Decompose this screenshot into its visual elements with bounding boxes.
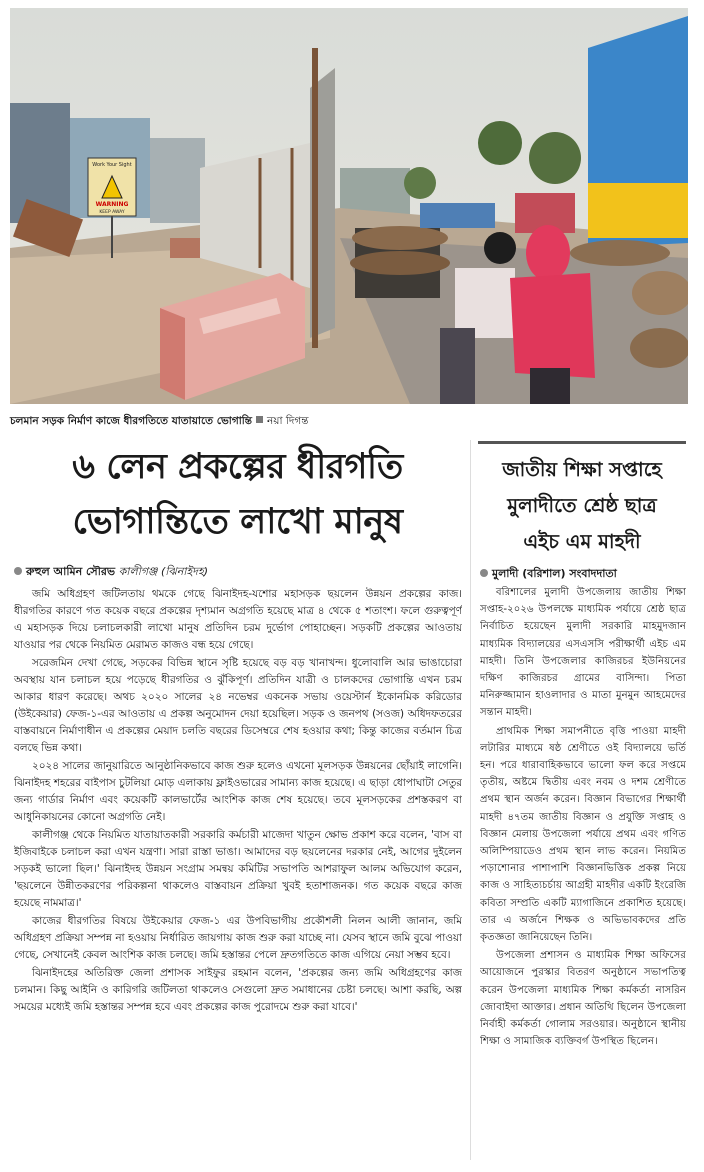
main-headline-line2: ভোগান্তিতে লাখো মানুষ (72, 502, 403, 542)
bullet-icon (14, 567, 22, 575)
side-article-body (480, 584, 686, 1162)
side-headline-line2: মুলাদীতে শ্রেষ্ঠ ছাত্র (507, 494, 657, 517)
side-headline (478, 452, 686, 560)
dateline: কালীগঞ্জ (ঝিনাইদহ) (118, 565, 209, 578)
side-paragraph: বরিশালের মুলাদী উপজেলায় জাতীয় শিক্ষা সপ্তাহ-২০২৬ উপলক্ষে মাধ্যমিক পর্যায়ে শ্রেষ্ঠ ছাত্র নির্বাচিত হয়েছেন মুলাদী সরকারি মাহমুদজান মাধ্যমিক বিদ্যালয়ের এসএসসি পরীক্ষার্থী এইচ এম মাহদী। তিনি উপজেলার কাজিরচর ইউনিয়নের দক্ষিণ কাজিরচর গ্রামের বাসিন্দা। পিতা মনিরুজ্জামান হাওলাদার ও মাতা মুনমুন আহমেদের সন্তান মাহদী। (480, 587, 686, 719)
main-headline-line1: ৬ লেন প্রকল্পের ধীরগতি (72, 447, 403, 487)
side-correspondent: মুলাদী (বরিশাল) সংবাদদাতা (492, 567, 617, 580)
road-construction-photo (10, 8, 688, 404)
main-paragraph: ঝিনাইদহের অতিরিক্ত জেলা প্রশাসক সাইফুর রহমান বলেন, 'প্রকল্পের জন্য জমি অধিগ্রহণের কাজ চলমান। কিছু আইনি ও কারিগরি জটিলতা থাকলেও সেগুলো দ্রুত সমাধানের চেষ্টা চলছে। আশা করছি, অল্প সময়ের মধ্যেই জমি হস্তান্তর সম্পন্ন হবে এবং প্রকল্পের কাজ পুরোদমে শুরু করা যাবে।' (14, 967, 462, 1013)
side-story-rule (478, 441, 686, 444)
side-headline-line3: এইচ এম মাহদী (523, 530, 641, 553)
bullet-icon (480, 569, 488, 577)
caption-source: নয়া দিগন্ত (267, 415, 309, 427)
sign-text-bottom: KEEP AWAY (99, 210, 125, 215)
side-paragraph: উপজেলা প্রশাসন ও মাধ্যমিক শিক্ষা অফিসের আয়োজনে পুরস্কার বিতরণ অনুষ্ঠানে সভাপতিত্ব করেন উপজেলা মাধ্যমিক শিক্ষা কর্মকর্তা নাসরিন জোবাইদা আক্তার। প্রধান অতিথি ছিলেন উপজেলা নির্বাহী কর্মকর্তা গোলাম সরওয়ার। অনুষ্ঠানে স্থানীয় শিক্ষা ও সামাজিক ব্যক্তিবর্গ উপস্থিত ছিলেন। (480, 950, 686, 1048)
author-name: রুহুল আমিন সৌরভ (26, 565, 116, 578)
caption-text: চলমান সড়ক নির্মাণ কাজে ধীরগতিতে যাতায়াতে ভোগান্তি (10, 415, 253, 427)
main-paragraph: সরেজমিন দেখা গেছে, সড়কের বিভিন্ন স্থানে সৃষ্টি হয়েছে বড় বড় খানাখন্দ। ধুলোবালি আর ভাঙাচোরা অবস্থায় যান চলাচল হয়ে পড়েছে ধীরগতির ও ঝুঁকিপূর্ণ। প্রতিদিন যাত্রী ও চালকদের ভোগান্তি এখন চরম আকার ধারণ করেছে। অথচ ২০২০ সালের ২৪ নভেম্বর একনেক সভায় ওয়েস্টার্ন ইকোনমিক করিডোর (উইকেয়ার) ফেজ-১-এর আওতায় এ প্রকল্প অনুমোদন দেয়া হয়েছিল। সড়ক ও জনপথ (সওজ) অধিদফতরের বাস্তবায়নে নির্মাণাধীন এ প্রকল্পের মেয়াদ চলতি বছরের ডিসেম্বরে শেষ হওয়ার কথা; কিন্তু কাজের বর্তমান চিত্র বলছে ভিন্ন কথা। (14, 657, 462, 754)
main-paragraph: ২০২৪ সালের জানুয়ারিতে আনুষ্ঠানিকভাবে কাজ শুরু হলেও এখনো মূলসড়ক উন্নয়নের ছোঁয়াই লাগেনি। ঝিনাইদহ শহরের বাইপাস চুটলিয়া মোড় এলাকায় ফ্লাইওভারের সামান্য কাজ হয়েছে। এ ছাড়া ধোপাঘাটা সেতুর জন্য গার্ডার নির্মাণ এবং কয়েকটি কালভার্টের আংশিক কাজ শেষ হয়েছে। তবে মূলসড়কের প্রশস্তকরণ বা আধুনিকায়নের কোনো অগ্রগতি নেই। (14, 760, 462, 823)
main-paragraph: কালীগঞ্জ থেকে নিয়মিত যাতায়াতকারী সরকারি কর্মচারী মাজেদা খাতুন ক্ষোভ প্রকাশ করে বলেন, 'বাস বা ইজিবাইকে চলাচল করা এখন যন্ত্রণা। সারা রাস্তা ভাঙা। আমাদের বড় ছয়লেনের দরকার নেই, আগের দুইলেন সড়কই ভালো ছিল।' ঝিনাইদহ উন্নয়ন সংগ্রাম সমন্বয় কমিটির সভাপতি আশরাফুল আলম অভিযোগ করেন, 'ছয়লেনে উন্নীতকরণের পরিকল্পনা থাকলেও বাস্তবায়ন প্রক্রিয়া খুবই হতাশাজনক। গত কয়েক বছরে কাজ হয়েছে নামমাত্র।' (14, 829, 462, 909)
main-headline (10, 440, 465, 550)
photo-caption (10, 414, 490, 429)
square-bullet-icon (256, 416, 263, 423)
main-article-body (14, 586, 462, 1158)
main-paragraph: কাজের ধীরগতির বিষয়ে উইকেয়ার ফেজ-১ এর উপবিভাগীয় প্রকৌশলী নিলন আলী জানান, জমি অধিগ্রহণ প্রক্রিয়া সম্পন্ন না হওয়ায় নির্ধারিত জায়গায় কাজ শুরু করা যাচ্ছে না। যেসব স্থানে জমি বুঝে পাওয়া গেছে, সেখানেই কেবল আংশিক কাজ চলছে। জমি হস্তান্তর পেলে দ্রুতগতিতে কাজ এগিয়ে নেয়া সম্ভব হবে। (14, 915, 462, 961)
news-photo (10, 8, 688, 404)
sign-text-top: Work Your Sight (92, 162, 132, 168)
main-byline (14, 564, 208, 580)
side-byline (480, 566, 617, 582)
side-headline-line1: জাতীয় শিক্ষা সপ্তাহে (502, 458, 662, 481)
side-paragraph: প্রাথমিক শিক্ষা সমাপনীতে বৃত্তি পাওয়া মাহদী লটারির মাধ্যমে ষষ্ঠ শ্রেণীতে ওই বিদ্যালয়ে ভর্তি হন। পরে ধারাবাহিকভাবে ভালো ফল করে সপ্তমে তৃতীয়, অষ্টমে দ্বিতীয় এবং নবম ও দশম শ্রেণীতে প্রথম স্থান অর্জন করেন। বিজ্ঞান বিভাগের শিক্ষার্থী মাহদী ৪৭তম জাতীয় বিজ্ঞান ও প্রযুক্তি সপ্তাহ ও বিজ্ঞান মেলায় উপজেলা পর্যায়ে প্রথম এবং গণিত অলিম্পিয়াডেও প্রথম স্থান লাভ করেন। নিয়মিত পড়াশোনার পাশাপাশি বিজ্ঞানভিত্তিক প্রকল্প নিয়ে কাজ ও সাহিত্যচর্চায় আগ্রহী মাহদীর একটি ইংরেজি কবিতা সম্প্রতি একটি ম্যাগাজিনে প্রকাশিত হয়েছে। তার এ অর্জনে শিক্ষক ও অভিভাবকদের প্রতি কৃতজ্ঞতা জানিয়েছেন তিনি। (480, 725, 686, 944)
column-divider (470, 440, 471, 1160)
main-paragraph: জমি অধিগ্রহণ জটিলতায় থমকে গেছে ঝিনাইদহ-যশোর মহাসড়ক ছয়লেন উন্নয়ন প্রকল্পের কাজ। ধীরগতির কারণে গত কয়েক বছরে প্রকল্পের দৃশ্যমান অগ্রগতি হয়েছে মাত্র ৪ থেকে ৫ শতাংশ। ফলে গুরুত্বপূর্ণ এ মহাসড়ক দিয়ে চলাচলকারী লাখো মানুষ প্রতিদিন চরম দুর্ভোগ পোহাচ্ছেন। সড়কটি প্রকল্পের আওতায় যাওয়ার পর থেকে নিয়মিত মেরামত কাজও বন্ধ হয়ে গেছে। (14, 588, 462, 651)
sign-warning-text: WARNING (95, 201, 129, 208)
